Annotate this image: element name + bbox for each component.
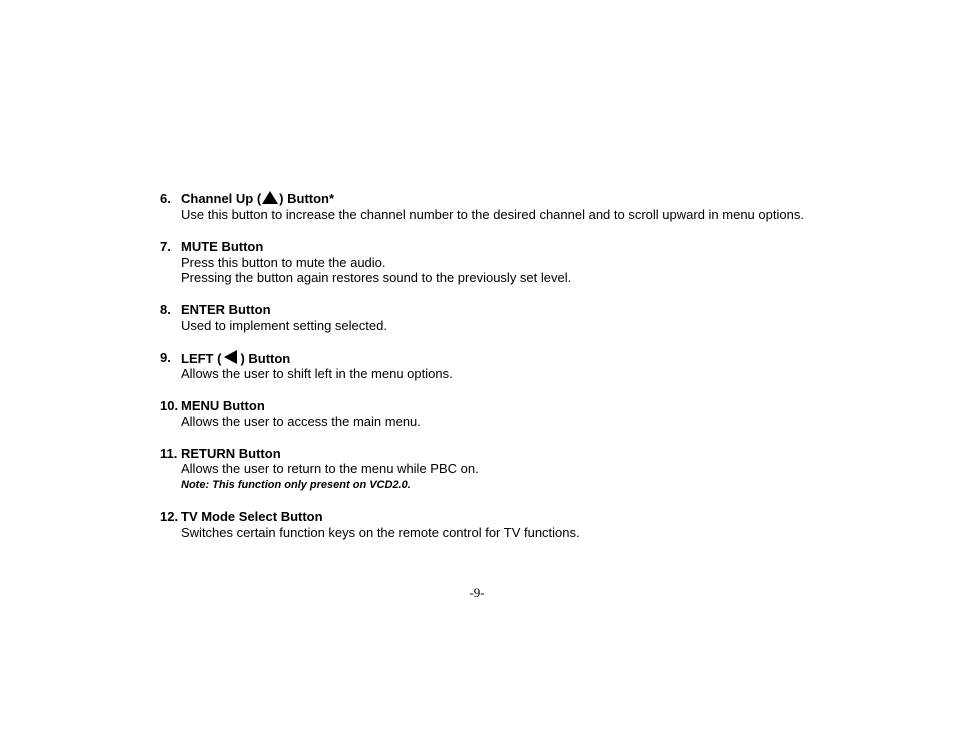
item-description: Switches certain function keys on the remote control for TV functions.	[181, 525, 580, 540]
item-number: 12.	[160, 509, 179, 524]
item-description: Used to implement setting selected.	[181, 318, 387, 333]
item-note: Note: This function only present on VCD2.0.	[181, 479, 411, 491]
item-number: 11.	[160, 446, 178, 461]
item-description: Use this button to increase the channel number to the desired channel and to scroll upward in menu options.	[181, 207, 804, 222]
item-title	[181, 350, 290, 367]
item-title: TV Mode Select Button	[181, 509, 323, 524]
title-suffix: ) Button*	[279, 191, 335, 206]
item-title: MENU Button	[181, 398, 265, 413]
title-suffix: ) Button	[240, 351, 291, 366]
title-prefix: LEFT (	[181, 351, 222, 366]
triangle-up-icon	[262, 191, 278, 204]
item-description: Allows the user to access the main menu.	[181, 414, 421, 429]
item-description: Allows the user to shift left in the menu options.	[181, 366, 453, 381]
triangle-left-icon	[224, 350, 237, 364]
item-number: 9.	[160, 350, 171, 365]
item-description: Allows the user to return to the menu while PBC on.	[181, 461, 479, 476]
page-number: -9-	[469, 585, 485, 600]
item-number: 7.	[160, 239, 171, 254]
item-description: Pressing the button again restores sound to the previously set level.	[181, 270, 572, 285]
item-title: MUTE Button	[181, 239, 264, 254]
item-title	[181, 191, 334, 207]
item-number: 8.	[160, 302, 171, 317]
item-number: 6.	[160, 191, 171, 206]
item-description: Press this button to mute the audio.	[181, 255, 386, 270]
item-title: RETURN Button	[181, 446, 281, 461]
title-prefix: Channel Up (	[181, 191, 262, 206]
item-number: 10.	[160, 398, 179, 413]
item-title: ENTER Button	[181, 302, 271, 317]
